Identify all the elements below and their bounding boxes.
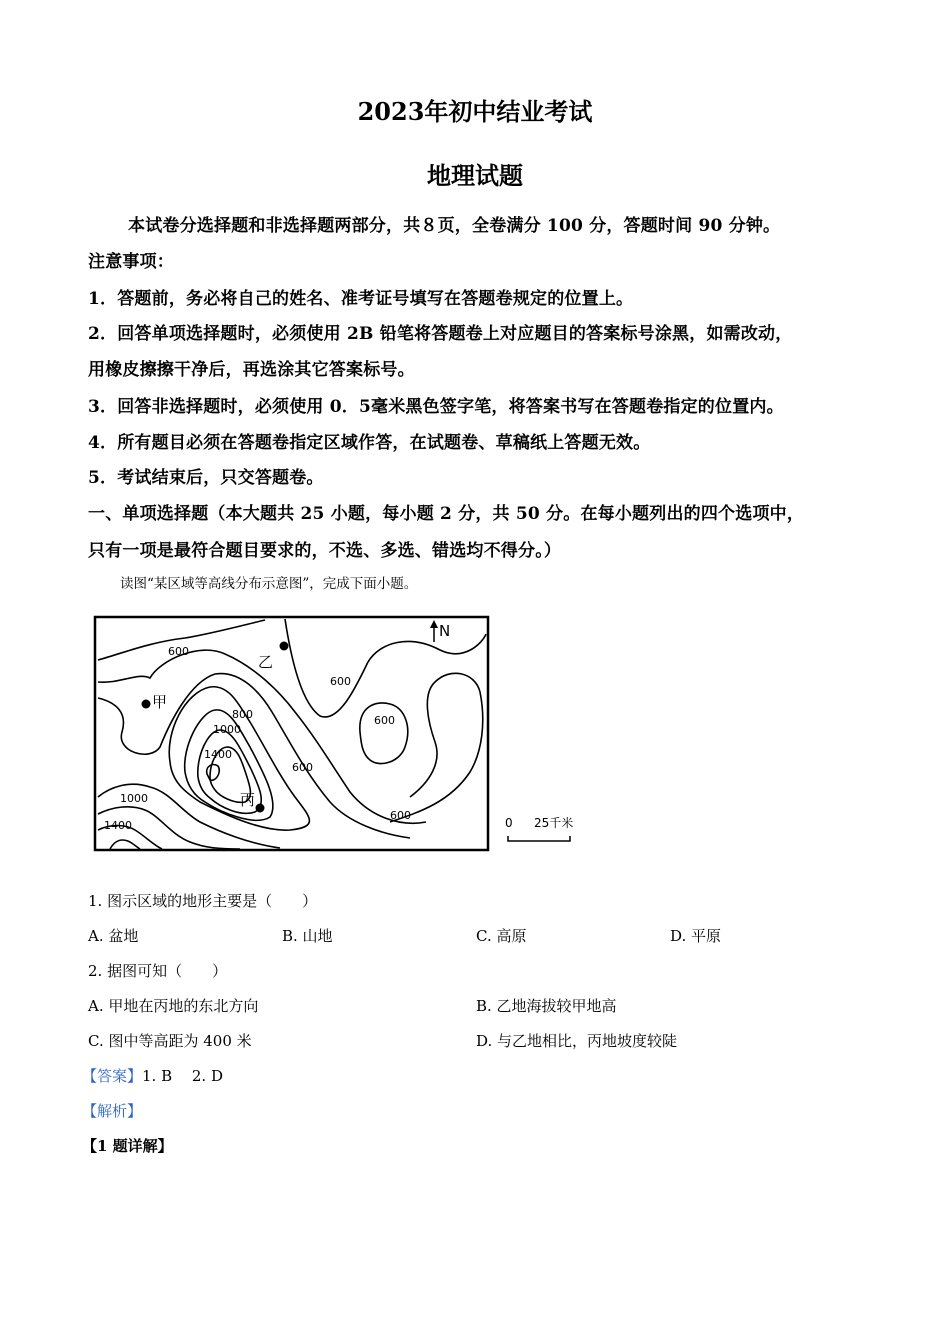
notice-item: 4．所有题目必须在答题卷指定区域作答，在试题卷、草稿纸上答题无效。 bbox=[88, 433, 651, 453]
map-prompt: 读图“某区域等高线分布示意图”，完成下面小题。 bbox=[120, 576, 418, 592]
north-label: N bbox=[439, 622, 451, 640]
notice-item: 3．回答非选择题时，必须使用 0．5毫米黑色签字笔，将答案书写在答题卷指定的位置内。 bbox=[88, 397, 784, 417]
question-2-option-c[interactable]: C. 图中等高距为 400 米 bbox=[88, 1032, 252, 1050]
contour-label: 600 bbox=[168, 645, 189, 658]
notice-heading: 注意事项： bbox=[88, 252, 174, 272]
question-1-option-b[interactable]: B. 山地 bbox=[282, 927, 333, 945]
question-1-option-d[interactable]: D. 平原 bbox=[670, 927, 722, 945]
place-jia-label: 甲 bbox=[152, 693, 168, 711]
question-1-stem: 1. 图示区域的地形主要是（ ） bbox=[88, 892, 318, 910]
notice-item: 1．答题前，务必将自己的姓名、准考证号填写在答题卷规定的位置上。 bbox=[88, 289, 634, 309]
detail-label: 【1 题详解】 bbox=[82, 1137, 173, 1155]
contour-label: 600 bbox=[374, 714, 395, 727]
contour-label: 600 bbox=[390, 809, 411, 822]
contour-label: 1400 bbox=[104, 819, 132, 832]
question-2-option-d[interactable]: D. 与乙地相比，丙地坡度较陡 bbox=[476, 1032, 678, 1050]
place-jia-marker bbox=[142, 700, 151, 709]
question-2-option-a[interactable]: A. 甲地在丙地的东北方向 bbox=[88, 997, 259, 1015]
question-2-option-b[interactable]: B. 乙地海拔较甲地高 bbox=[476, 997, 617, 1015]
contour-label: 600 bbox=[330, 675, 351, 688]
scale-bar bbox=[508, 836, 570, 841]
contour-label: 800 bbox=[232, 708, 253, 721]
contour-label: 1000 bbox=[213, 723, 241, 736]
question-2-stem: 2. 据图可知（ ） bbox=[88, 962, 228, 980]
scale-label: 25千米 bbox=[534, 816, 574, 830]
contour-map bbox=[90, 612, 590, 857]
analysis-label: 【解析】 bbox=[82, 1102, 143, 1120]
section-heading-cont: 只有一项是最符合题目要求的，不选、多选、错选均不得分。） bbox=[88, 541, 562, 561]
contour-label: 1400 bbox=[204, 748, 232, 761]
question-1-option-a[interactable]: A. 盆地 bbox=[88, 927, 139, 945]
question-1-option-c[interactable]: C. 高原 bbox=[476, 927, 527, 945]
answer-line bbox=[82, 1065, 223, 1086]
exam-title: 2023年初中结业考试 bbox=[357, 97, 593, 126]
section-heading: 一、单项选择题（本大题共 25 小题，每小题 2 分，共 50 分。在每小题列出的四个选项中， bbox=[88, 504, 805, 524]
answer-label: 【答案】 bbox=[82, 1067, 143, 1085]
intro-text: 本试卷分选择题和非选择题两部分，共８页，全卷满分 100 分，答题时间 90 分钟。 bbox=[128, 216, 781, 236]
scale-zero: 0 bbox=[505, 816, 513, 830]
contour-label: 600 bbox=[292, 761, 313, 774]
notice-item: 2．回答单项选择题时，必须使用 2B 铅笔将答题卷上对应题目的答案标号涂黑，如需改动， bbox=[88, 324, 793, 344]
place-bing-marker bbox=[256, 804, 265, 813]
answer-value: 1. B 2. D bbox=[142, 1067, 223, 1085]
contour-label: 1000 bbox=[120, 792, 148, 805]
notice-item: 5．考试结束后，只交答题卷。 bbox=[88, 468, 324, 488]
place-yi-label: 乙 bbox=[258, 653, 274, 671]
place-bing-label: 丙 bbox=[240, 791, 256, 809]
notice-item: 用橡皮擦擦干净后，再选涂其它答案标号。 bbox=[88, 360, 415, 380]
exam-subject: 地理试题 bbox=[427, 161, 523, 190]
place-yi-marker bbox=[280, 642, 289, 651]
